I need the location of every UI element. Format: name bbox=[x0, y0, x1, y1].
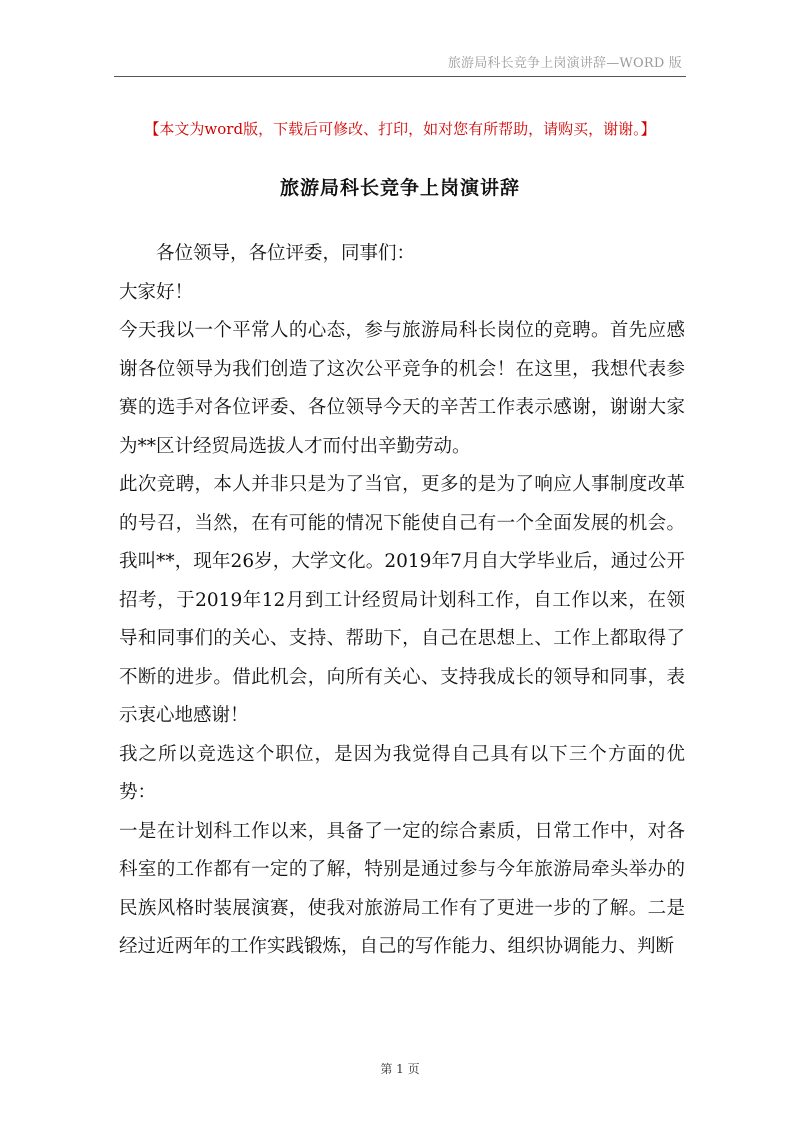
running-header: 旅游局科长竞争上岗演讲辞—WORD 版 bbox=[447, 56, 682, 71]
document-title: 旅游局科长竞争上岗演讲辞 bbox=[279, 177, 520, 199]
header-divider bbox=[114, 76, 686, 77]
body-paragraph: 今天我以一个平常人的心态，参与旅游局科长岗位的竞聘。首先应感谢各位领导为我们创造了这次公平竞争的机会！在这里，我想代表参赛的选手对各位评委、各位领导今天的辛苦工作表示感谢，谢谢大家为**区计经贸局选拔人才而付出辛勤劳动。 bbox=[119, 320, 685, 457]
body-paragraph: 一是在计划科工作以来，具备了一定的综合素质，日常工作中，对各科室的工作都有一定的了解，特别是通过参与今年旅游局牵头举办的民族风格时装展演赛，使我对旅游局工作有了更进一步的了解。二是经过近两年的工作实践锻炼，自己的写作能力、组织协调能力、判断 bbox=[119, 820, 685, 957]
body-paragraph: 我之所以竞选这个职位，是因为我觉得自己具有以下三个方面的优势： bbox=[119, 743, 685, 803]
page-number: 第 1 页 bbox=[380, 1062, 420, 1076]
download-notice: 【本文为word版，下载后可修改、打印，如对您有所帮助，请购买，谢谢。】 bbox=[144, 120, 656, 138]
salutation-paragraph: 各位领导，各位评委，同事们： bbox=[156, 243, 416, 264]
body-paragraph: 此次竞聘，本人并非只是为了当官，更多的是为了响应人事制度改革的号召，当然，在有可能的情况下能使自己有一个全面发展的机会。我叫**，现年26岁，大学文化。2019年7月自大学毕业后，通过公开招考，于2019年12月到工计经贸局计划科工作，自工作以来，在领导和同事们的关心、支持、帮助下，自己在思想上、工作上都取得了不断的进步。借此机会，向所有关心、支持我成长的领导和同事，表示衷心地感谢！ bbox=[119, 474, 685, 726]
document-body bbox=[119, 235, 685, 967]
greeting-paragraph: 大家好！ bbox=[119, 281, 194, 303]
